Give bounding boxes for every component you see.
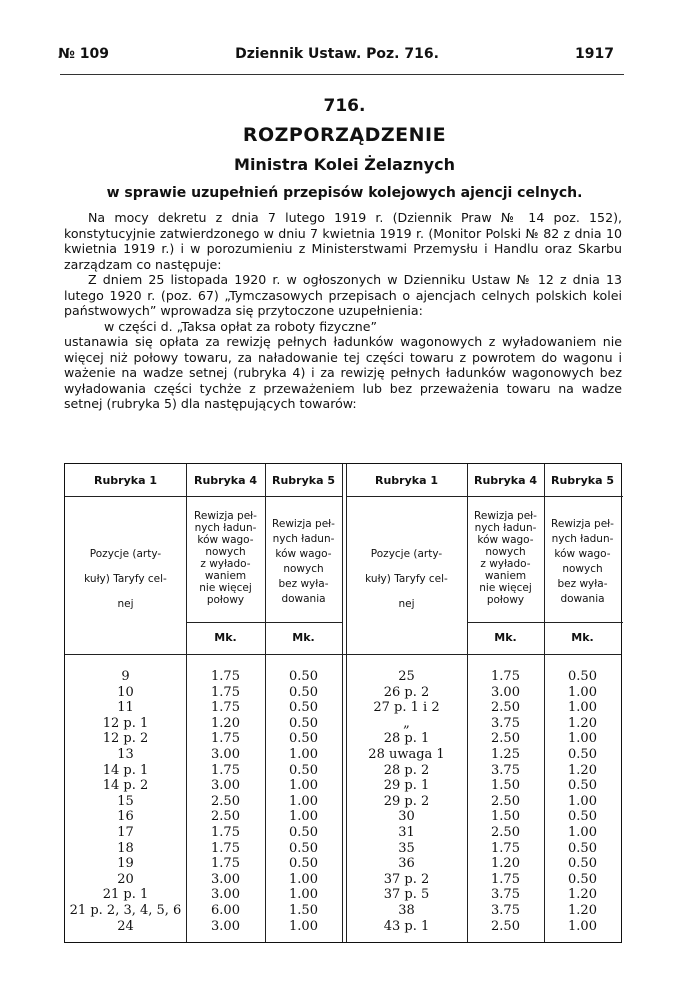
table-cell: 38 bbox=[398, 902, 415, 918]
header-rubryka-5: Rubryka 5 bbox=[272, 474, 335, 487]
table-cell: 1.00 bbox=[289, 809, 318, 825]
table-cell: 11 bbox=[117, 700, 134, 716]
header-rubryka-1: Rubryka 1 bbox=[94, 474, 157, 487]
table-cell: 25 bbox=[398, 669, 415, 684]
unit-mk: Mk. bbox=[214, 631, 237, 644]
table-cell: 0.50 bbox=[289, 700, 318, 716]
table-cell: 1.50 bbox=[289, 902, 318, 918]
row-divider bbox=[65, 496, 186, 497]
unit-mk: Mk. bbox=[571, 631, 594, 644]
table-cell: 37 p. 5 bbox=[383, 887, 430, 903]
right-rubryka-5-column bbox=[544, 669, 621, 934]
table-cell: 27 p. 1 i 2 bbox=[373, 700, 440, 716]
table-cell: 0.50 bbox=[568, 809, 597, 825]
table-cell: 1.50 bbox=[491, 809, 520, 825]
table-cell: 1.00 bbox=[289, 871, 318, 887]
table-cell: 3.00 bbox=[491, 684, 520, 700]
journal-title: Dziennik Ustaw. Poz. 716. bbox=[235, 46, 439, 62]
table-cell: 1.20 bbox=[211, 715, 240, 731]
row-divider bbox=[186, 622, 342, 623]
unit-mk: Mk. bbox=[292, 631, 315, 644]
left-rubryka-4-column bbox=[186, 669, 265, 934]
table-cell: 1.20 bbox=[568, 762, 597, 778]
paragraph-4: ustanawia się opłata za rewizję pełnych ładunków wagonowych z wyładowaniem nie więcej niż połowy towaru, za naładowanie tej części towaru z powrotem do wagonu i ważenie na wadze setnej (rubryka 4) i za rewizję pełnych ładunków wagonowych bez wyładowania części tychże z przeważeniem lub bez przeważenia towaru na wadze setnej (rubryka 5) dla następujących towarów: bbox=[64, 334, 622, 411]
table-cell: 28 p. 1 bbox=[383, 731, 430, 747]
right-positions-column bbox=[346, 669, 467, 934]
table-cell: 2.50 bbox=[211, 793, 240, 809]
table-cell: 0.50 bbox=[568, 746, 597, 762]
row-divider bbox=[65, 654, 621, 655]
table-cell: 16 bbox=[117, 809, 134, 825]
position-number: 716. bbox=[323, 96, 366, 116]
table-cell: 6.00 bbox=[211, 902, 240, 918]
table-cell: 0.50 bbox=[289, 856, 318, 872]
table-cell: 0.50 bbox=[289, 731, 318, 747]
paragraph-3: w części d. „Taksa opłat za roboty fizyczne” bbox=[104, 318, 378, 334]
table-cell: 1.20 bbox=[568, 902, 597, 918]
paragraph-2: Z dniem 25 listopada 1920 r. w ogłoszonych w Dzienniku Ustaw № 12 z dnia 13 lutego 1920 r. (poz. 67) „Tymczasowych przepisach o ajencjach celnych polskich kolei państwowych” wprowadza się przytoczone uzupełnienia: bbox=[64, 272, 622, 318]
desc-rubryka-1-right: Pozycje (arty- kuły) Taryfy cel- nej bbox=[365, 548, 448, 610]
table-cell: 1.00 bbox=[568, 731, 597, 747]
table-cell: 0.50 bbox=[289, 715, 318, 731]
table-cell: 3.00 bbox=[211, 871, 240, 887]
table-cell: 26 p. 2 bbox=[383, 684, 430, 700]
table-cell: 3.75 bbox=[491, 762, 520, 778]
row-divider bbox=[467, 496, 623, 497]
table-cell: 21 p. 1 bbox=[102, 887, 149, 903]
desc-rubryka-1: Pozycje (arty- kuły) Taryfy cel- nej bbox=[84, 548, 167, 610]
table-cell: 1.75 bbox=[211, 684, 240, 700]
table-cell: 1.75 bbox=[491, 669, 520, 684]
table-cell: 3.75 bbox=[491, 715, 520, 731]
header-rubryka-5-right: Rubryka 5 bbox=[551, 474, 614, 487]
left-rubryka-5-column bbox=[265, 669, 342, 934]
table-cell: 0.50 bbox=[289, 669, 318, 684]
document-topic: w sprawie uzupełnień przepisów kolejowych ajencji celnych. bbox=[106, 185, 583, 201]
table-cell: 36 bbox=[398, 856, 415, 872]
document-issuer: Ministra Kolei Żelaznych bbox=[234, 155, 455, 174]
table-cell: 1.50 bbox=[491, 778, 520, 794]
table-cell: 20 bbox=[117, 871, 134, 887]
table-cell: 0.50 bbox=[289, 840, 318, 856]
table-cell: 35 bbox=[398, 840, 415, 856]
table-cell: 28 uwaga 1 bbox=[368, 746, 445, 762]
header-rule bbox=[60, 74, 624, 75]
table-cell: 1.00 bbox=[289, 887, 318, 903]
table-cell: 3.00 bbox=[211, 887, 240, 903]
table-cell: 1.00 bbox=[568, 684, 597, 700]
table-cell: 28 p. 2 bbox=[383, 762, 430, 778]
issue-number: № 109 bbox=[58, 46, 109, 62]
table-cell: 0.50 bbox=[568, 871, 597, 887]
table-cell: 2.50 bbox=[491, 793, 520, 809]
table-cell: 0.50 bbox=[568, 778, 597, 794]
table-cell: 1.00 bbox=[289, 746, 318, 762]
table-cell: 0.50 bbox=[568, 856, 597, 872]
row-divider bbox=[346, 496, 467, 497]
right-rubryka-4-column bbox=[467, 669, 544, 934]
table-cell: 10 bbox=[117, 684, 134, 700]
table-cell: 3.00 bbox=[211, 778, 240, 794]
table-cell: 1.00 bbox=[568, 700, 597, 716]
table-cell: 1.00 bbox=[568, 824, 597, 840]
table-cell: 1.75 bbox=[211, 700, 240, 716]
table-cell: 30 bbox=[398, 809, 415, 825]
table-cell: 43 p. 1 bbox=[383, 918, 430, 934]
table-cell: 0.50 bbox=[568, 669, 597, 684]
desc-rubryka-4-right: Rewizja peł- nych ładun- ków wago- nowych z wyłado- waniem nie więcej połowy bbox=[474, 510, 537, 606]
table-cell: 21 p. 2, 3, 4, 5, 6 bbox=[69, 902, 182, 918]
table-cell: 0.50 bbox=[289, 762, 318, 778]
table-cell: 1.75 bbox=[211, 669, 240, 684]
table-cell: 2.50 bbox=[491, 918, 520, 934]
table-cell: 1.75 bbox=[211, 856, 240, 872]
table-cell: 3.00 bbox=[211, 918, 240, 934]
body-text bbox=[64, 210, 622, 412]
table-cell: 12 p. 1 bbox=[102, 715, 149, 731]
table-cell: 3.75 bbox=[491, 887, 520, 903]
table-cell: 1.00 bbox=[289, 918, 318, 934]
table-cell: 29 p. 2 bbox=[383, 793, 430, 809]
table-cell: 2.50 bbox=[211, 809, 240, 825]
page-header bbox=[52, 42, 622, 68]
table-cell: 1.00 bbox=[568, 793, 597, 809]
table-cell: 12 p. 2 bbox=[102, 731, 149, 747]
table-cell: 19 bbox=[117, 856, 134, 872]
table-cell: 15 bbox=[117, 793, 134, 809]
left-positions-column bbox=[65, 669, 186, 934]
page-number: 1917 bbox=[575, 46, 614, 62]
table-cell: 1.20 bbox=[491, 856, 520, 872]
document-title: ROZPORZĄDZENIE bbox=[242, 124, 447, 146]
table-cell: 18 bbox=[117, 840, 134, 856]
table-cell: 13 bbox=[117, 746, 134, 762]
table-cell: 1.75 bbox=[211, 762, 240, 778]
table-cell: „ bbox=[403, 715, 410, 731]
table-cell: 3.75 bbox=[491, 902, 520, 918]
table-cell: 1.75 bbox=[211, 824, 240, 840]
table-cell: 2.50 bbox=[491, 700, 520, 716]
table-cell: 1.20 bbox=[568, 715, 597, 731]
row-divider bbox=[467, 622, 623, 623]
row-divider bbox=[186, 496, 342, 497]
unit-mk: Mk. bbox=[494, 631, 517, 644]
table-cell: 14 p. 2 bbox=[102, 778, 149, 794]
header-rubryka-4-right: Rubryka 4 bbox=[474, 474, 537, 487]
table-cell: 1.00 bbox=[568, 918, 597, 934]
table-cell: 1.75 bbox=[211, 840, 240, 856]
desc-rubryka-5: Rewizja peł- nych ładun- ków wago- nowych bez wyła- dowania bbox=[272, 518, 335, 605]
table-cell: 2.50 bbox=[491, 824, 520, 840]
tariff-table bbox=[64, 463, 622, 943]
table-cell: 3.00 bbox=[211, 746, 240, 762]
table-cell: 1.00 bbox=[289, 778, 318, 794]
header-rubryka-1-right: Rubryka 1 bbox=[375, 474, 438, 487]
table-cell: 31 bbox=[398, 824, 415, 840]
table-cell: 0.50 bbox=[568, 840, 597, 856]
table-cell: 2.50 bbox=[491, 731, 520, 747]
table-cell: 9 bbox=[121, 669, 130, 684]
table-cell: 37 p. 2 bbox=[383, 871, 430, 887]
table-cell: 1.75 bbox=[491, 840, 520, 856]
table-cell: 0.50 bbox=[289, 684, 318, 700]
paragraph-1: Na mocy dekretu z dnia 7 lutego 1919 r. (Dziennik Praw № 14 poz. 152), konstytucyjnie zatwierdzonego w dniu 7 kwietnia 1919 r. (Monitor Polski № 82 z dnia 10 kwietnia 1919 r.) i w porozumieniu z Ministerstwami Przemysłu i Handlu oraz Skarbu zarządzam co następuje: bbox=[64, 210, 622, 272]
table-cell: 24 bbox=[117, 918, 134, 934]
desc-rubryka-5-right: Rewizja peł- nych ładun- ków wago- nowych bez wyła- dowania bbox=[551, 518, 614, 605]
table-cell: 1.75 bbox=[491, 871, 520, 887]
desc-rubryka-4: Rewizja peł- nych ładun- ków wago- nowych z wyłado- waniem nie więcej połowy bbox=[194, 510, 257, 606]
table-cell: 1.25 bbox=[491, 746, 520, 762]
header-rubryka-4: Rubryka 4 bbox=[194, 474, 257, 487]
table-cell: 17 bbox=[117, 824, 134, 840]
table-cell: 29 p. 1 bbox=[383, 778, 430, 794]
table-cell: 14 p. 1 bbox=[102, 762, 149, 778]
table-cell: 1.00 bbox=[289, 793, 318, 809]
table-cell: 1.75 bbox=[211, 731, 240, 747]
table-cell: 0.50 bbox=[289, 824, 318, 840]
table-cell: 1.20 bbox=[568, 887, 597, 903]
